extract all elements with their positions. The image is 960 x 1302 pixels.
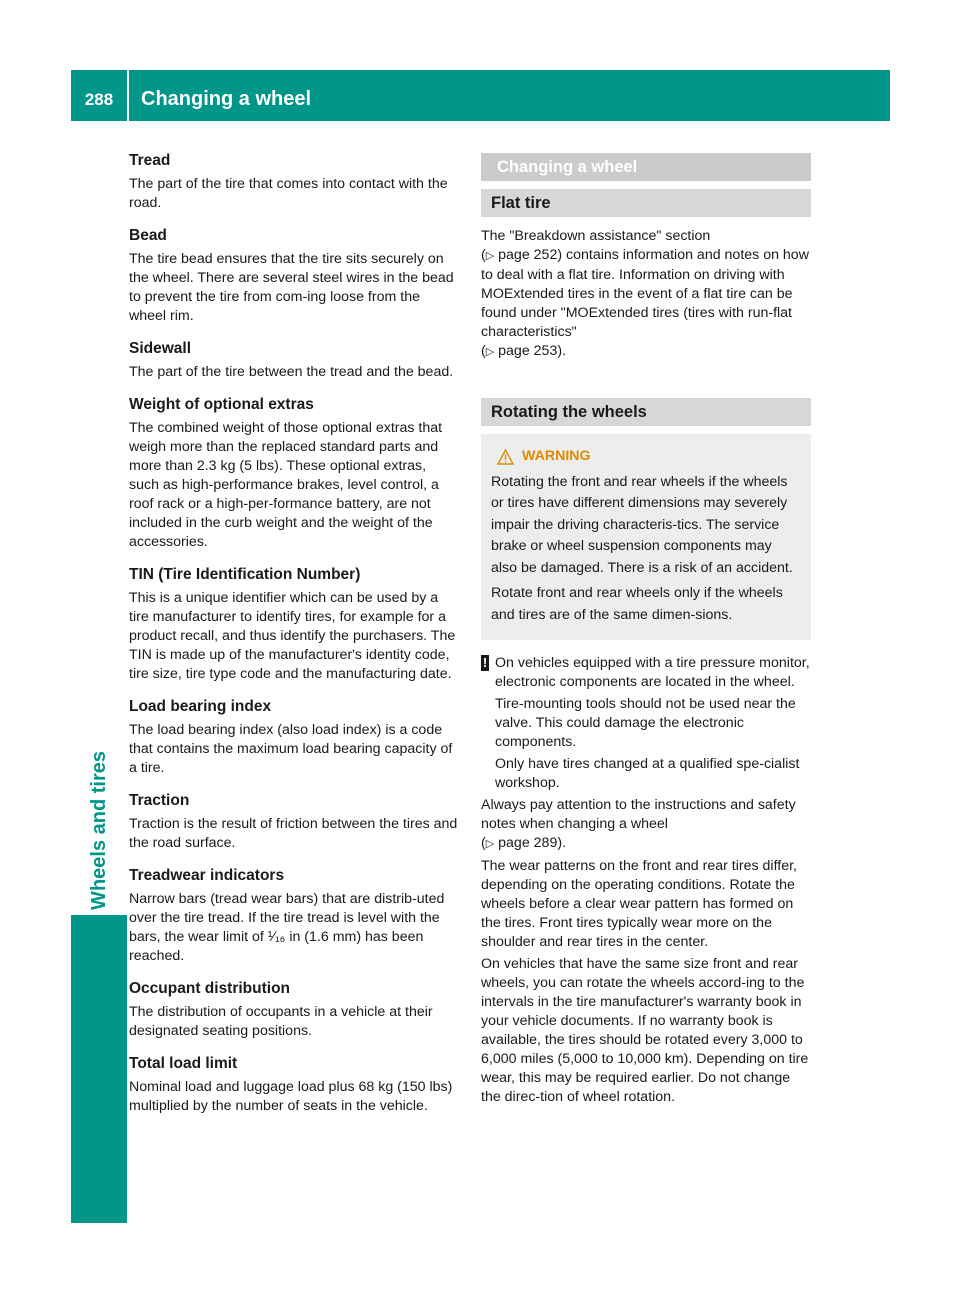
term-definition: Narrow bars (tread wear bars) that are distrib-uted over the tire tread. If the tire tread is level with the bars, the wear limit of ¹⁄₁₆ in (1.6 mm) has been reached. [129,891,445,964]
term-heading: TIN (Tire Identification Number) [129,566,361,583]
section-title: Changing a wheel [481,153,811,181]
notice-text: Only have tires changed at a qualified spe-cialist workshop. [495,756,800,791]
term-heading: Tread [129,152,171,169]
warning-text: Rotate front and rear wheels only if the wheels and tires are of the same dimen-sions. [491,585,783,623]
warning-text: Rotating the front and rear wheels if the wheels or tires have different dimensions may severely impair the driving characteris-tics. The service brake or wheel suspension components may also be damaged. There is a risk of an accident. [491,473,793,576]
page-ref-link[interactable]: page 253 [498,343,558,359]
term-heading: Sidewall [129,340,192,357]
chapter-tab-block [71,915,127,1223]
term-heading: Treadwear indicators [129,867,285,884]
page-ref-link[interactable]: page 289 [498,835,558,851]
chapter-tab [71,520,127,910]
triangle-right-icon: ▷ [485,346,495,358]
triangle-right-icon: ▷ [485,838,495,850]
term-definition: The load bearing index (also load index) is a code that contains the maximum load bearing capacity of a tire. [129,722,453,776]
right-column [481,153,811,1107]
term-definition: Nominal load and luggage load plus 68 kg (150 lbs) multiplied by the number of seats in the vehicle. [129,1079,453,1114]
flat-tire-text-1: The "Breakdown assistance" section [481,228,711,244]
subsection-title-rotating: Rotating the wheels [481,398,811,426]
flat-tire-text-3: . [562,343,567,359]
term-definition: The part of the tire that comes into contact with the road. [129,176,448,211]
term-heading: Traction [129,792,190,809]
term-definition: Traction is the result of friction between the tires and the road surface. [129,816,458,851]
page-number: 288 [84,89,114,109]
page-title: Changing a wheel [141,88,312,110]
exclamation-box-icon: ! [482,655,488,670]
term-heading: Weight of optional extras [129,396,314,413]
page-ref-link[interactable]: page 252 [498,247,558,263]
term-heading: Total load limit [129,1055,238,1072]
body-paragraph: The wear patterns on the front and rear tires differ, depending on the operating conditions. Rotate the wheels before a clear wear pattern has formed on the tires. Front tires typically wear more on the shoulder and rear tires in the center. [481,858,797,950]
body-text: Always pay attention to the instructions and safety notes when changing a wheel [481,797,796,832]
header-divider [127,70,129,121]
warning-triangle-icon [497,449,514,465]
notice-block [481,654,811,793]
chapter-tab-label: Wheels and tires [87,751,110,910]
body-text: . [562,835,567,851]
term-definition: The combined weight of those optional extras that weigh more than the replaced standard parts and more than 2.3 kg (5 lbs). These optional extras, such as high-performance brakes, level control, a roof rack or a high-per-formance battery, are not included in the curb weight and the weight of the accessories. [129,420,443,550]
warning-label: WARNING [522,448,591,464]
body-paragraph: On vehicles that have the same size front and rear wheels, you can rotate the wheels accord-ing to the intervals in the tire manufacturer's warranty book in your vehicle documents. If no warranty book is available, the tires should be rotated every 3,000 to 6,000 miles (5,000 to 10,000 km). Depending on tire wear, this may be required earlier. Do not change the direc-tion of wheel rotation. [481,956,809,1105]
notice-text: Tire-mounting tools should not be used near the valve. This could damage the electronic components. [495,696,796,750]
left-column [129,150,459,1128]
page-header [71,70,890,121]
flat-tire-paragraph: The "Breakdown assistance" section (▷ page 252) contains information and notes on how to deal with a flat tire. Information on driving with MOExtended tires in the event of a flat tire can be found under "MOExtended tires (tires with run-flat characteristics" (▷ page 253). [481,228,809,359]
term-heading: Bead [129,227,167,244]
warning-header [497,446,801,468]
warning-box [481,434,811,640]
term-definition: This is a unique identifier which can be used by a tire manufacturer to identify tires, for example for a product recall, and thus identify the purchasers. The TIN is made up of the manufacturer's identity code, tire size, tire type code and the manufacturing date. [129,590,456,682]
term-definition: The distribution of occupants in a vehicle at their designated seating positions. [129,1004,433,1039]
triangle-right-icon: ▷ [485,250,495,262]
term-heading: Occupant distribution [129,980,291,997]
term-definition: The tire bead ensures that the tire sits securely on the wheel. There are several steel wires in the bead to prevent the tire from com-ing loose from the wheel rim. [129,251,454,324]
term-definition: The part of the tire between the tread and the bead. [129,364,454,380]
notice-text: On vehicles equipped with a tire pressure monitor, electronic components are located in the wheel. [495,655,810,690]
body-paragraph: Always pay attention to the instructions and safety notes when changing a wheel (▷ page 289). [481,797,796,851]
flat-tire-text-2: contains information and notes on how to deal with a flat tire. Information on driving with MOExtended tires in the event of a flat tire can be found under "MOExtended tires (tires with run-flat characteristics" [481,247,809,340]
subsection-title-flat-tire: Flat tire [481,189,811,217]
term-heading: Load bearing index [129,698,272,715]
